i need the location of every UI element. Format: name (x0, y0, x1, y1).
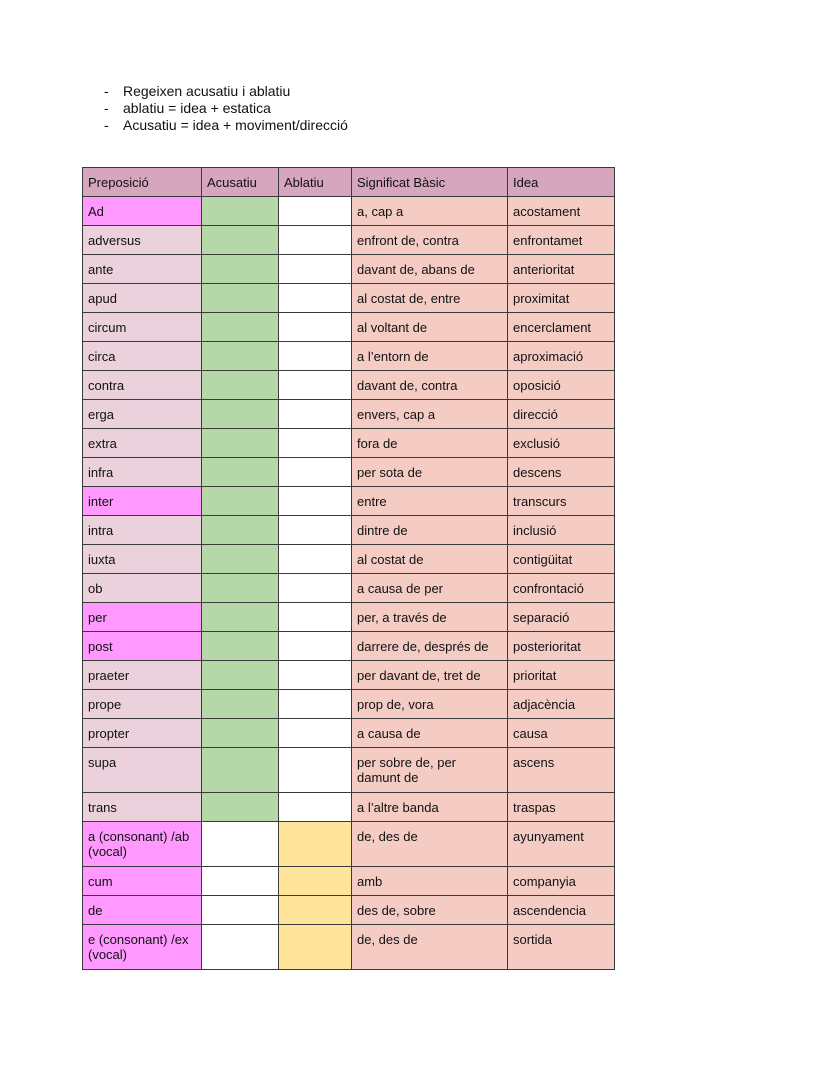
table-row (83, 226, 615, 255)
cell-acusatiu-marker (202, 793, 279, 822)
note-text: ablatiu = idea + estatica (123, 100, 271, 116)
cell-idea: encerclament (508, 313, 615, 342)
cell-acusatiu-marker (202, 719, 279, 748)
cell-acusatiu-marker (202, 867, 279, 896)
cell-significat: fora de (352, 429, 508, 458)
cell-idea: anterioritat (508, 255, 615, 284)
table-row (83, 748, 615, 793)
cell-significat: al voltant de (352, 313, 508, 342)
table-row (83, 574, 615, 603)
cell-ablatiu-marker (279, 400, 352, 429)
cell-idea: acostament (508, 197, 615, 226)
cell-idea: transcurs (508, 487, 615, 516)
cell-acusatiu-marker (202, 458, 279, 487)
cell-significat: prop de, vora (352, 690, 508, 719)
cell-acusatiu-marker (202, 371, 279, 400)
table-row (83, 603, 615, 632)
header-idea: Idea (508, 168, 615, 197)
cell-significat: a l’altre banda (352, 793, 508, 822)
cell-acusatiu-marker (202, 822, 279, 867)
cell-idea: enfrontamet (508, 226, 615, 255)
table-row (83, 690, 615, 719)
header-ablatiu: Ablatiu (279, 168, 352, 197)
table-row (83, 661, 615, 690)
cell-significat: per davant de, tret de (352, 661, 508, 690)
cell-significat: dintre de (352, 516, 508, 545)
cell-ablatiu-marker (279, 429, 352, 458)
cell-preposicio: circum (83, 313, 202, 342)
cell-idea: ascendencia (508, 896, 615, 925)
cell-idea: ayunyament (508, 822, 615, 867)
cell-acusatiu-marker (202, 632, 279, 661)
table-row (83, 632, 615, 661)
cell-preposicio: ante (83, 255, 202, 284)
cell-acusatiu-marker (202, 487, 279, 516)
cell-preposicio: Ad (83, 197, 202, 226)
cell-significat: de, des de (352, 925, 508, 970)
cell-idea: proximitat (508, 284, 615, 313)
note-item (104, 100, 348, 117)
cell-acusatiu-marker (202, 342, 279, 371)
cell-preposicio: cum (83, 867, 202, 896)
cell-significat: des de, sobre (352, 896, 508, 925)
cell-preposicio: extra (83, 429, 202, 458)
cell-acusatiu-marker (202, 313, 279, 342)
cell-significat: envers, cap a (352, 400, 508, 429)
cell-ablatiu-marker (279, 793, 352, 822)
cell-ablatiu-marker (279, 603, 352, 632)
cell-significat: amb (352, 867, 508, 896)
cell-acusatiu-marker (202, 661, 279, 690)
cell-ablatiu-marker (279, 896, 352, 925)
cell-significat: a, cap a (352, 197, 508, 226)
cell-acusatiu-marker (202, 690, 279, 719)
cell-preposicio: apud (83, 284, 202, 313)
cell-preposicio: erga (83, 400, 202, 429)
table-row (83, 516, 615, 545)
cell-significat: de, des de (352, 822, 508, 867)
cell-significat: davant de, abans de (352, 255, 508, 284)
cell-preposicio: circa (83, 342, 202, 371)
table-row (83, 255, 615, 284)
cell-significat: al costat de, entre (352, 284, 508, 313)
cell-acusatiu-marker (202, 925, 279, 970)
cell-significat: a causa de (352, 719, 508, 748)
cell-idea: aproximació (508, 342, 615, 371)
bullet-marker: - (104, 117, 109, 133)
table-row (83, 545, 615, 574)
table-row (83, 458, 615, 487)
cell-ablatiu-marker (279, 925, 352, 970)
cell-ablatiu-marker (279, 255, 352, 284)
cell-significat: per sota de (352, 458, 508, 487)
note-item (104, 83, 348, 100)
table-row (83, 400, 615, 429)
cell-idea: separació (508, 603, 615, 632)
cell-significat: per, a través de (352, 603, 508, 632)
cell-acusatiu-marker (202, 255, 279, 284)
cell-preposicio: post (83, 632, 202, 661)
cell-ablatiu-marker (279, 574, 352, 603)
cell-preposicio: a (consonant) /ab (vocal) (83, 822, 202, 867)
table-header-row (83, 168, 615, 197)
table-row (83, 284, 615, 313)
cell-ablatiu-marker (279, 632, 352, 661)
cell-preposicio: supa (83, 748, 202, 793)
table-row (83, 719, 615, 748)
cell-idea: direcció (508, 400, 615, 429)
cell-ablatiu-marker (279, 226, 352, 255)
cell-acusatiu-marker (202, 197, 279, 226)
table-row (83, 342, 615, 371)
cell-preposicio: propter (83, 719, 202, 748)
cell-preposicio: iuxta (83, 545, 202, 574)
cell-preposicio: per (83, 603, 202, 632)
note-item (104, 117, 348, 134)
cell-idea: ascens (508, 748, 615, 793)
cell-ablatiu-marker (279, 342, 352, 371)
notes-list (104, 83, 348, 134)
cell-idea: posterioritat (508, 632, 615, 661)
cell-acusatiu-marker (202, 574, 279, 603)
cell-idea: sortida (508, 925, 615, 970)
cell-idea: traspas (508, 793, 615, 822)
cell-acusatiu-marker (202, 400, 279, 429)
cell-idea: causa (508, 719, 615, 748)
cell-preposicio: intra (83, 516, 202, 545)
cell-idea: confrontació (508, 574, 615, 603)
cell-preposicio: contra (83, 371, 202, 400)
cell-preposicio: trans (83, 793, 202, 822)
table-row (83, 429, 615, 458)
cell-ablatiu-marker (279, 197, 352, 226)
cell-ablatiu-marker (279, 719, 352, 748)
cell-preposicio: ob (83, 574, 202, 603)
cell-acusatiu-marker (202, 226, 279, 255)
prepositions-table (82, 167, 615, 970)
cell-ablatiu-marker (279, 516, 352, 545)
cell-significat: a l’entorn de (352, 342, 508, 371)
cell-idea: exclusió (508, 429, 615, 458)
table-body (83, 197, 615, 970)
cell-idea: inclusió (508, 516, 615, 545)
note-text: Regeixen acusatiu i ablatiu (123, 83, 291, 99)
cell-preposicio: prope (83, 690, 202, 719)
cell-significat: entre (352, 487, 508, 516)
table-row (83, 896, 615, 925)
bullet-marker: - (104, 83, 109, 99)
cell-preposicio: inter (83, 487, 202, 516)
cell-idea: contigüitat (508, 545, 615, 574)
cell-ablatiu-marker (279, 458, 352, 487)
cell-significat: davant de, contra (352, 371, 508, 400)
cell-idea: adjacència (508, 690, 615, 719)
cell-acusatiu-marker (202, 284, 279, 313)
bullet-marker: - (104, 100, 109, 116)
cell-idea: oposició (508, 371, 615, 400)
cell-ablatiu-marker (279, 867, 352, 896)
header-acusatiu: Acusatiu (202, 168, 279, 197)
header-significat: Significat Bàsic (352, 168, 508, 197)
cell-acusatiu-marker (202, 896, 279, 925)
cell-ablatiu-marker (279, 371, 352, 400)
cell-ablatiu-marker (279, 822, 352, 867)
cell-significat: per sobre de, per damunt de (352, 748, 508, 793)
cell-preposicio: e (consonant) /ex (vocal) (83, 925, 202, 970)
cell-preposicio: infra (83, 458, 202, 487)
cell-ablatiu-marker (279, 284, 352, 313)
note-text: Acusatiu = idea + moviment/direcció (123, 117, 348, 133)
table-row (83, 793, 615, 822)
cell-ablatiu-marker (279, 487, 352, 516)
cell-acusatiu-marker (202, 545, 279, 574)
table-row (83, 313, 615, 342)
cell-acusatiu-marker (202, 603, 279, 632)
table-row (83, 867, 615, 896)
table-row (83, 197, 615, 226)
cell-preposicio: de (83, 896, 202, 925)
cell-ablatiu-marker (279, 661, 352, 690)
cell-acusatiu-marker (202, 748, 279, 793)
table-row (83, 925, 615, 970)
cell-significat: darrere de, després de (352, 632, 508, 661)
cell-significat: enfront de, contra (352, 226, 508, 255)
cell-ablatiu-marker (279, 545, 352, 574)
cell-acusatiu-marker (202, 516, 279, 545)
cell-idea: descens (508, 458, 615, 487)
table-row (83, 487, 615, 516)
cell-idea: prioritat (508, 661, 615, 690)
cell-idea: companyia (508, 867, 615, 896)
cell-ablatiu-marker (279, 748, 352, 793)
header-preposicio: Preposició (83, 168, 202, 197)
cell-acusatiu-marker (202, 429, 279, 458)
cell-ablatiu-marker (279, 690, 352, 719)
cell-significat: al costat de (352, 545, 508, 574)
table-row (83, 371, 615, 400)
cell-significat: a causa de per (352, 574, 508, 603)
table-row (83, 822, 615, 867)
cell-preposicio: adversus (83, 226, 202, 255)
cell-ablatiu-marker (279, 313, 352, 342)
cell-preposicio: praeter (83, 661, 202, 690)
